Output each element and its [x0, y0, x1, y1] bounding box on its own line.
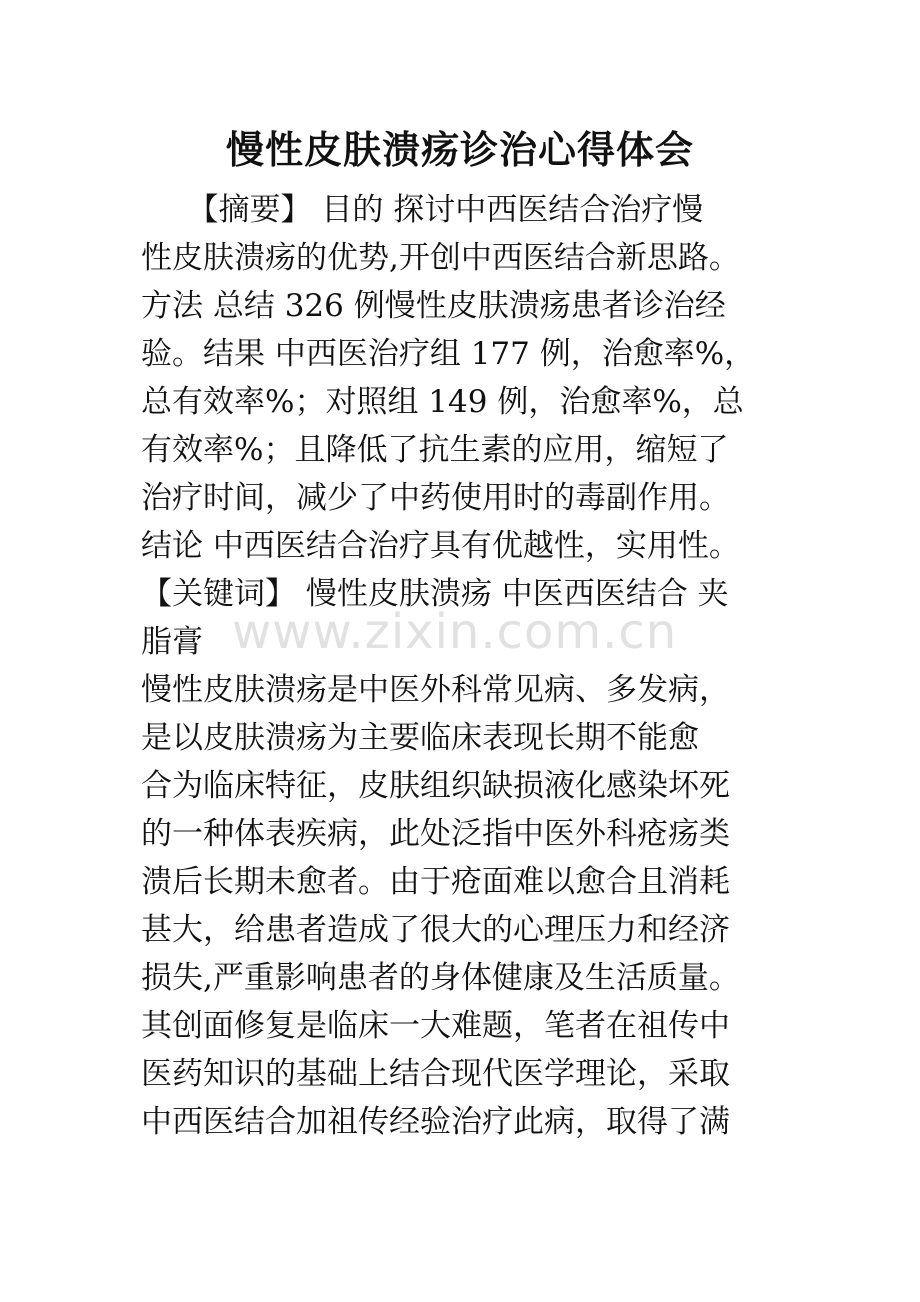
text-line: 是以皮肤溃疡为主要临床表现长期不能愈	[141, 720, 699, 756]
text-line: 性皮肤溃疡的优势,开创中西医结合新思路。	[141, 240, 740, 276]
text-line: 总有效率%；对照组 149 例，治愈率%，总	[141, 384, 744, 420]
text-line: 方法 总结 326 例慢性皮肤溃疡患者诊治经	[141, 288, 726, 324]
text-line: 医药知识的基础上结合现代医学理论，采取	[141, 1056, 730, 1092]
watermark: www.zixin.com.cn	[232, 604, 678, 660]
text-line: 其创面修复是临床一大难题，笔者在祖传中	[141, 1008, 730, 1044]
text-line: 甚大，给患者造成了很大的心理压力和经济	[141, 912, 730, 948]
text-line: 慢性皮肤溃疡是中医外科常见病、多发病，	[141, 672, 730, 708]
text-line: 【关键词】 慢性皮肤溃疡 中医西医结合 夹	[141, 576, 729, 612]
text-line: 治疗时间，减少了中药使用时的毒副作用。	[141, 480, 730, 516]
text-line: 溃后长期未愈者。由于疮面难以愈合且消耗	[141, 864, 730, 900]
document-body	[141, 186, 791, 1146]
document-title: 慢性皮肤溃疡诊治心得体会	[225, 128, 694, 172]
text-line: 损失,严重影响患者的身体健康及生活质量。	[141, 960, 740, 996]
text-line: 中西医结合加祖传经验治疗此病，取得了满	[141, 1104, 730, 1140]
text-line: 【摘要】 目的 探讨中西医结合治疗慢	[141, 192, 704, 228]
text-line: 验。结果 中西医治疗组 177 例，治愈率%，	[141, 336, 756, 372]
text-line: 合为临床特征，皮肤组织缺损液化感染坏死	[141, 768, 730, 804]
text-line: 脂膏	[141, 624, 203, 660]
text-line: 的一种体表疾病，此处泛指中医外科疮疡类	[141, 816, 730, 852]
text-line: 结论 中西医结合治疗具有优越性，实用性。	[141, 528, 740, 564]
text-line: 有效率%；且降低了抗生素的应用，缩短了	[141, 432, 729, 468]
